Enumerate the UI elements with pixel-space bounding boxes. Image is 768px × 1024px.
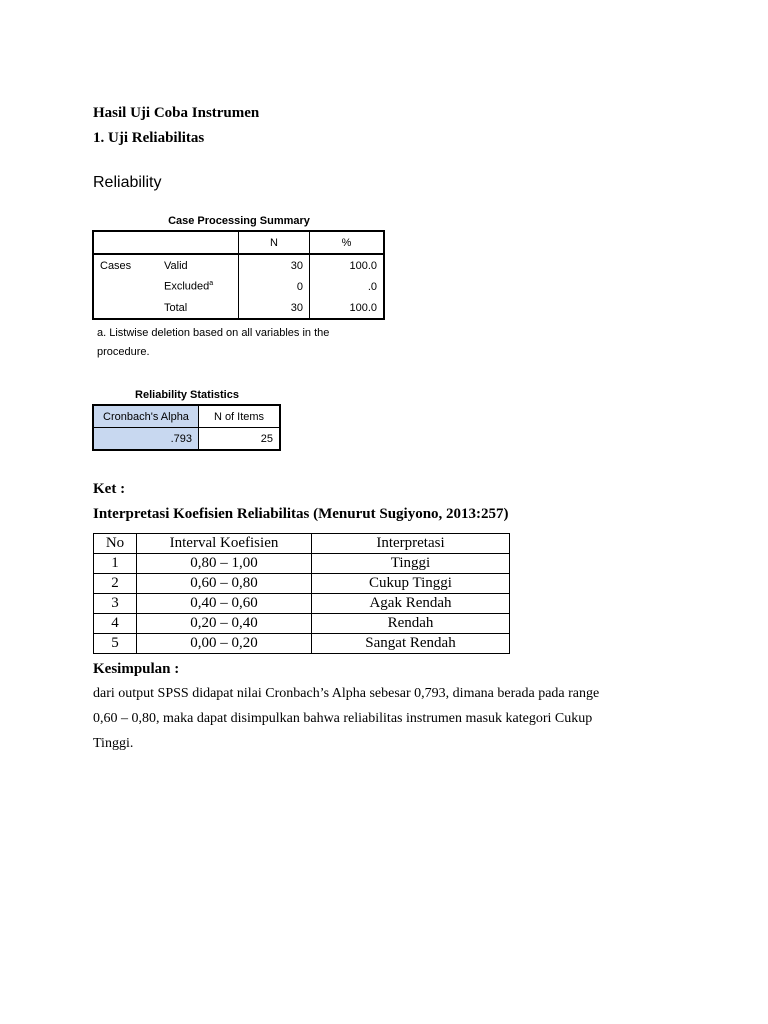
cell-interval: 0,20 – 0,40 xyxy=(137,614,312,634)
header-cell xyxy=(93,231,158,254)
header-no: No xyxy=(94,534,137,554)
cell-interpretasi: Agak Rendah xyxy=(312,594,510,614)
cell-interpretasi: Cukup Tinggi xyxy=(312,574,510,594)
interpretation-table xyxy=(93,533,510,654)
row-label: Valid xyxy=(158,254,239,276)
footnote-marker: a xyxy=(209,280,214,288)
paragraph-line: Tinggi. xyxy=(93,736,134,751)
table-row xyxy=(94,554,510,574)
row-group xyxy=(93,276,158,297)
row-percent: 100.0 xyxy=(349,259,377,272)
cell-no: 3 xyxy=(94,594,137,614)
table-row xyxy=(94,594,510,614)
n-of-items-value: 25 xyxy=(260,432,273,445)
case-summary-caption: Case Processing Summary xyxy=(168,215,310,227)
row-n: 30 xyxy=(239,254,310,276)
paragraph-line: 0,60 – 0,80, maka dapat disimpulkan bahwa reliabilitas instrumen masuk kategori Cukup xyxy=(93,711,593,726)
row-percent: 100.0 xyxy=(349,301,377,314)
table-footnote xyxy=(97,324,329,362)
table-row xyxy=(94,574,510,594)
row-label-cell xyxy=(158,276,239,297)
header-n: N xyxy=(239,231,310,254)
cell-interval: 0,00 – 0,20 xyxy=(137,634,312,654)
header-cronbach-alpha: Cronbach's Alpha xyxy=(93,405,199,428)
interpretation-header-row xyxy=(94,534,510,554)
row-n: 30 xyxy=(239,297,310,319)
kesimpulan-label: Kesimpulan : xyxy=(93,661,180,677)
row-label: Total xyxy=(158,297,239,319)
row-percent: .0 xyxy=(367,280,377,293)
table-row xyxy=(93,254,384,276)
header-percent: % xyxy=(341,236,352,249)
reliability-heading: Reliability xyxy=(93,174,162,191)
row-group xyxy=(93,297,158,319)
ket-label: Ket : xyxy=(93,481,126,497)
row-label: Excluded xyxy=(164,280,210,293)
footnote-line: a. Listwise deletion based on all variables in the xyxy=(97,327,330,339)
case-summary-header-row xyxy=(93,231,384,254)
interpretation-title: Interpretasi Koefisien Reliabilitas (Menurut Sugiyono, 2013:257) xyxy=(93,506,509,522)
table-row xyxy=(93,428,280,451)
section-heading: 1. Uji Reliabilitas xyxy=(93,130,205,146)
reliability-stats-table xyxy=(92,404,281,451)
paragraph-line: dari output SPSS didapat nilai Cronbach’s Alpha sebesar 0,793, dimana berada pada range xyxy=(93,686,600,701)
cell-interval: 0,40 – 0,60 xyxy=(137,594,312,614)
document-title: Hasil Uji Coba Instrumen xyxy=(93,105,260,121)
case-summary-table xyxy=(92,230,385,320)
cell-no: 5 xyxy=(94,634,137,654)
cell-interpretasi: Sangat Rendah xyxy=(312,634,510,654)
header-cell xyxy=(158,231,239,254)
row-group: Cases xyxy=(100,259,132,272)
reliability-stats-header-row xyxy=(93,405,280,428)
header-interval: Interval Koefisien xyxy=(137,534,312,554)
row-n: 0 xyxy=(239,276,310,297)
table-row xyxy=(93,276,384,297)
cell-no: 1 xyxy=(94,554,137,574)
cell-no: 4 xyxy=(94,614,137,634)
cell-interpretasi: Rendah xyxy=(312,614,510,634)
cell-no: 2 xyxy=(94,574,137,594)
cell-interval: 0,80 – 1,00 xyxy=(137,554,312,574)
header-interpretasi: Interpretasi xyxy=(312,534,510,554)
table-row xyxy=(93,297,384,319)
reliability-stats-caption: Reliability Statistics xyxy=(135,389,239,401)
kesimpulan-paragraph xyxy=(93,681,693,756)
cronbach-alpha-value: .793 xyxy=(93,428,199,451)
table-row xyxy=(94,634,510,654)
cell-interval: 0,60 – 0,80 xyxy=(137,574,312,594)
table-row xyxy=(94,614,510,634)
header-n-of-items: N of Items xyxy=(213,410,265,423)
footnote-line: procedure. xyxy=(97,346,150,358)
cell-interpretasi: Tinggi xyxy=(312,554,510,574)
